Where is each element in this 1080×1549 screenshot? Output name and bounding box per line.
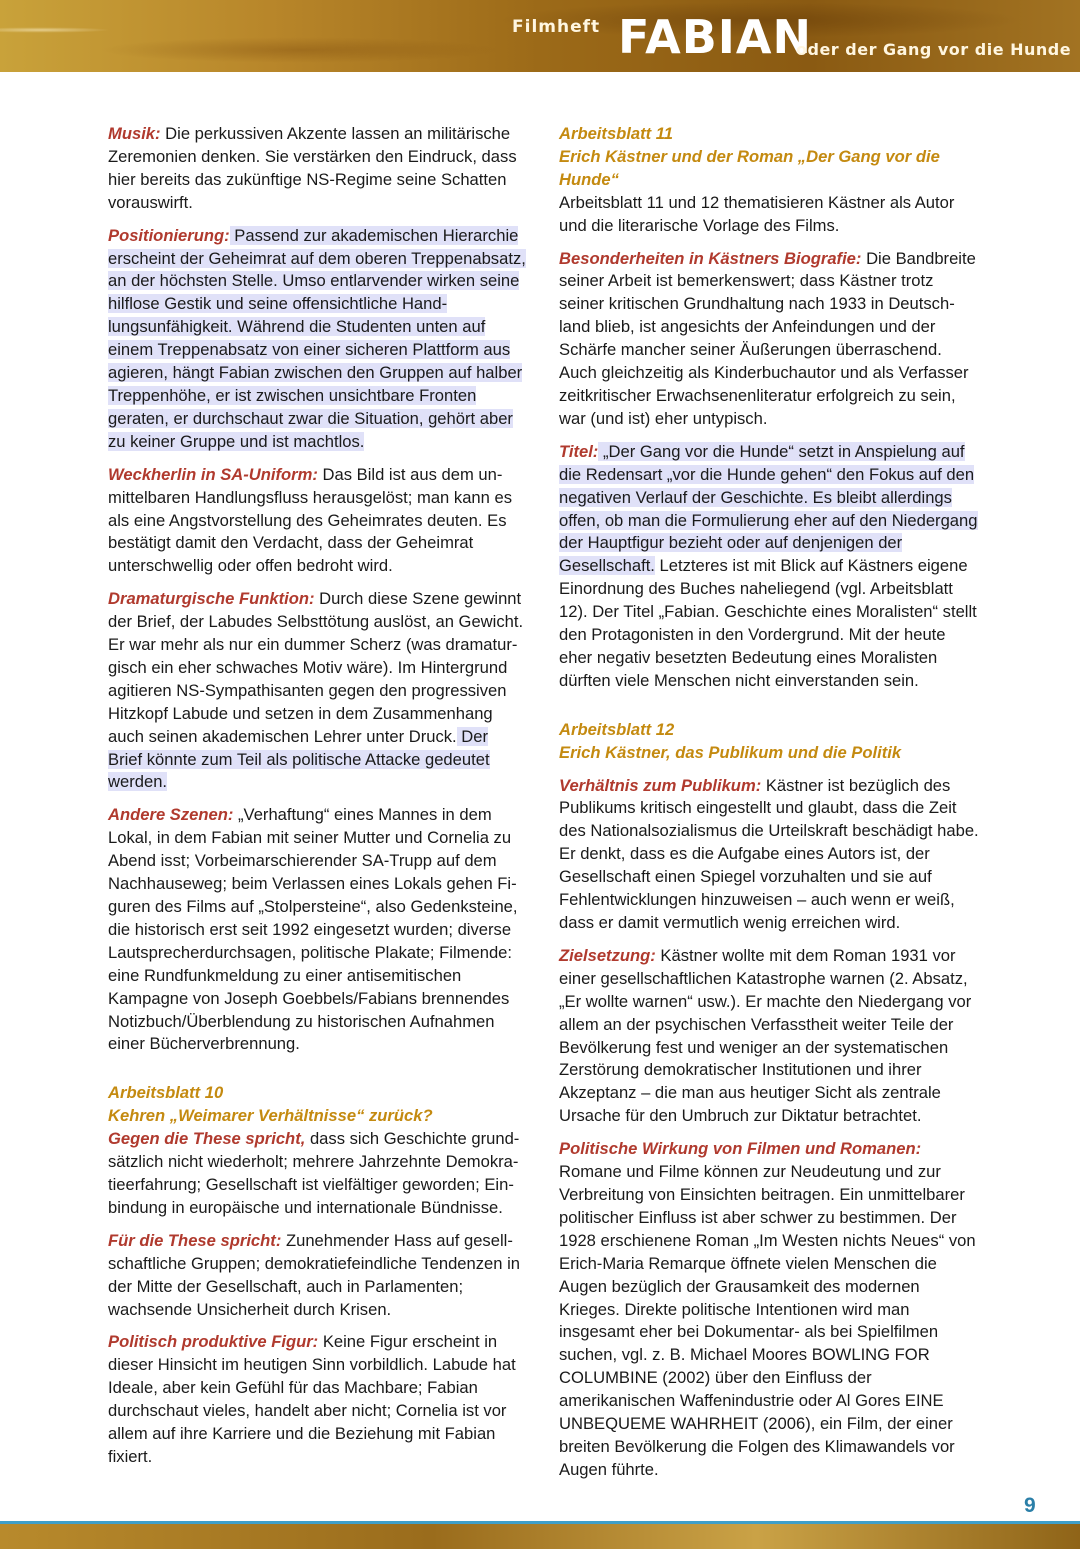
title-arbeitsblatt-10: Kehren „Weimarer Verhältnisse“ zurück? bbox=[108, 1106, 433, 1126]
title-arbeitsblatt-11: Erich Kästner und der Roman „Der Gang vor die Hunde“ bbox=[559, 146, 940, 189]
text-zielsetzung: Kästner wollte mit dem Roman 1931 vor einer gesellschaftlichen Katastrophe warnen (2. Absatz, „Er wollte warnen“ usw.). Er machte den Niedergang vor allem an der psychischen Verfasstheit weiter Teile der Bevölkerung fest und weniger an der systematischen Zerstörung demokratischer Institutionen und ihrer Akzeptanz – die man aus heutiger Sicht als zentrale Ursache für den Umbruch zur Diktatur betrachtet. bbox=[559, 945, 972, 1126]
text-publikum: Kästner ist bezüglich des Publikums kritisch eingestellt und glaubt, dass die Zeit des Nationalsozialismus die Urteilskraft beschädigt habe. Er denkt, dass es die Aufgabe eines Autors ist, der Gesellschaft einen Spiegel vorzuhalten und sie auf Fehlentwicklungen hinzuweisen – auch wenn er weiß, dass er damit vermutlich wenig erreichen wird. bbox=[559, 775, 979, 932]
footer-banner bbox=[0, 1521, 1080, 1549]
right-column bbox=[559, 123, 979, 1492]
paragraph-andere-szenen bbox=[108, 804, 526, 1056]
text-weckherlin: Das Bild ist aus dem unmittelbaren Handlungsfluss herausgelöst; man kann es als eine Angstvorstellung des Geheimrates deuten. Es bestätigt damit den Verdacht, dass der Geheimrat unterschwellig oder offen bedroht wird. bbox=[108, 464, 513, 576]
text-titel-highlighted: „Der Gang vor die Hunde“ setzt in Anspielung auf die Redensart „vor die Hunde gehen“ den Fokus auf den negativen Verlauf der Geschichte. Es bleibt allerdings offen, ob man die Formulierung eher auf den Niedergang der Hauptfigur bezieht oder auf denjenigen der Gesellschaft. bbox=[559, 441, 978, 576]
header-subtitle: oder der Gang vor die Hunde bbox=[796, 40, 1072, 59]
label-musik: Musik: bbox=[108, 124, 161, 143]
text-dramaturgie-highlighted: Der Brief könnte zum Teil als politische Attacke gedeutet werden. bbox=[108, 726, 490, 792]
heading-arbeitsblatt-12: Arbeitsblatt 12 bbox=[559, 719, 675, 739]
label-titel: Titel: bbox=[559, 441, 599, 461]
text-gegen-these: dass sich Geschichte grundsätzlich nicht wiederholt; mehrere Jahrzehnte Demokratieerfahrung; Gesellschaft ist vielfältiger geworden; Einbindung in europäische und internationale Bündnisse. bbox=[108, 1129, 520, 1217]
footer-divider bbox=[0, 1521, 1080, 1524]
header-small-title: Filmheft bbox=[512, 17, 601, 37]
label-positionierung: Positionierung: bbox=[108, 225, 230, 245]
paragraph-publikum bbox=[559, 775, 979, 935]
label-publikum: Verhältnis zum Publikum: bbox=[559, 775, 762, 795]
paragraph-gegen-these bbox=[108, 1128, 526, 1220]
paragraph-titel bbox=[559, 441, 979, 693]
label-politische-wirkung: Politische Wirkung von Filmen und Romanen: bbox=[559, 1139, 922, 1159]
text-biografie: Die Bandbreite seiner Arbeit ist bemerkenswert; dass Kästner trotz seiner kritischen Grundhaltung nach 1933 in Deutschland blieb, ist angesichts der Anfeindungen und der Schärfe mancher seiner Äußerungen überraschend. Auch gleichzeitig als Kinderbuchautor und als Verfasser zeitkritischer Erwachsenenliteratur erfolgreich zu sein, war (und ist) eher untypisch. bbox=[559, 248, 976, 428]
heading-arbeitsblatt-11: Arbeitsblatt 11 bbox=[559, 124, 674, 143]
label-gegen-these: Gegen die These spricht, bbox=[108, 1129, 306, 1149]
text-titel: Letzteres ist mit Blick auf Kästners eigene Einordnung des Buches naheliegend (vgl. Arbeitsblatt 12). Der Titel „Fabian. Geschichte eines Moralisten“ stellt den Protagonisten in den Vordergrund. Mit der heute eher negativ besetzten Bedeutung eines Moralisten dürften viele Menschen nicht einverstanden sein. bbox=[559, 556, 977, 690]
paragraph-ab11-intro: Arbeitsblatt 11 und 12 thematisieren Kästner als Autor und die literarische Vorlage des Films. bbox=[559, 192, 955, 235]
label-weckherlin: Weckherlin in SA-Uniform: bbox=[108, 464, 318, 484]
paragraph-positionierung bbox=[108, 225, 526, 454]
heading-arbeitsblatt-10: Arbeitsblatt 10 bbox=[108, 1083, 224, 1103]
page-number: 9 bbox=[1024, 1494, 1036, 1517]
left-column bbox=[108, 123, 526, 1479]
text-musik: Die perkussiven Akzente lassen an militärische Zeremonien denken. Sie verstärken den Eindruck, dass hier bereits das zukünftige NS-Regime seine Schatten vorauswirft. bbox=[108, 124, 517, 212]
title-arbeitsblatt-12: Erich Kästner, das Publikum und die Politik bbox=[559, 742, 902, 762]
label-biografie: Besonderheiten in Kästners Biografie: bbox=[559, 248, 862, 268]
text-politische-wirkung: Romane und Filme können zur Neudeutung und zur Verbreitung von Einsichten beitragen. Ein unmittelbarer politischer Einfluss ist aber schwer zu bestimmen. Der 1928 erschienene Roman „Im Westen nichts Neues“ von Erich-Maria Remarque öffnete vielen Menschen die Augen bezüglich der Grausamkeit des modernen Krieges. Direkte politische Intentionen wird man insgesamt eher bei Dokumentar- als bei Spielfilmen suchen, vgl. z. B. Michael Moores BOWLING FOR COLUMBINE (2002) über den Einfluss der amerikanischen Waffenindustrie oder Al Gores EINE UNBEQUEME WAHRHEIT (2006), ein Film, der einer breiten Bevölkerung die Folgen des Klimawandels vor Augen führte. bbox=[559, 1162, 976, 1479]
text-dramaturgie: Durch diese Szene gewinnt der Brief, der Labudes Selbsttötung auslöst, an Gewicht. Er war mehr als nur ein dummer Scherz (was dramaturgisch ein eher schwaches Motiv wäre). Im Hintergrund agitieren NS-Sympathisanten gegen den progressiven Hitzkopf Labude und setzen in dem Zusammenhang auch seinen akademischen Lehrer unter Druck. bbox=[108, 589, 524, 746]
paragraph-weckherlin bbox=[108, 464, 526, 579]
paragraph-zielsetzung bbox=[559, 945, 979, 1128]
text-fuer-these: Zunehmender Hass auf gesellschaftliche Gruppen; demokratiefeindliche Tendenzen in der Mitte der Gesellschaft, auch in Parlamenten; wachsende Unsicherheit durch Krisen. bbox=[108, 1230, 521, 1319]
label-andere-szenen: Andere Szenen: bbox=[108, 805, 234, 825]
text-andere-szenen: „Verhaftung“ eines Mannes in dem Lokal, in dem Fabian mit seiner Mutter und Cornelia zu Abend isst; Vorbeimarschierender SA-Trupp auf dem Nachhauseweg; beim Verlassen eines Lokals gehen Figuren des Films auf „Stolpersteine“, also Gedenksteine, die historisch erst seit 1992 eingesetzt wurden; diverse Lautsprecherdurchsagen, politische Plakate; Filmende: eine Rundfunkmeldung zu einer antisemitischen Kampagne von Joseph Goebbels/Fabians brennendes Notizbuch/Überblendung zu historischen Aufnahmen einer Bücherverbrennung. bbox=[108, 805, 518, 1054]
text-politische-figur: Keine Figur erscheint in dieser Hinsicht im heutigen Sinn vorbildlich. Labude hat Ideale, aber kein Gefühl für das Machbare; Fabian durchschaut vieles, handelt aber nicht; Cornelia ist vor allem auf ihre Karriere und die Beziehung mit Fabian fixiert. bbox=[108, 1332, 516, 1466]
text-positionierung-highlighted: Passend zur akademischen Hierarchie erscheint der Geheimrat auf dem oberen Treppenabsatz, an der höchsten Stelle. Umso entlarvender wirken seine hilflose Gestik und seine offensichtliche Handlungsunfähigkeit. Während die Studenten unten auf einem Treppenabsatz von einer sicheren Plattform aus agieren, hängt Fabian zwischen den Gruppen auf halber Treppenhöhe, er ist zwischen unsichtbare Fronten geraten, er durchschaut zwar die Situation, gehört aber zu keiner Gruppe und ist machtlos. bbox=[108, 225, 526, 451]
paragraph-politische-wirkung bbox=[559, 1138, 979, 1482]
label-zielsetzung: Zielsetzung: bbox=[559, 945, 656, 965]
label-dramaturgie: Dramaturgische Funktion: bbox=[108, 589, 315, 609]
label-politische-figur: Politisch produktive Figur: bbox=[108, 1332, 319, 1352]
label-fuer-these: Für die These spricht: bbox=[108, 1230, 282, 1250]
paragraph-dramaturgie bbox=[108, 588, 526, 794]
header-big-title: FABIAN bbox=[618, 10, 813, 64]
paragraph-biografie bbox=[559, 248, 979, 431]
header-banner bbox=[0, 0, 1080, 72]
paragraph-musik bbox=[108, 123, 526, 215]
paragraph-fuer-these bbox=[108, 1230, 526, 1322]
paragraph-politische-figur bbox=[108, 1331, 526, 1468]
